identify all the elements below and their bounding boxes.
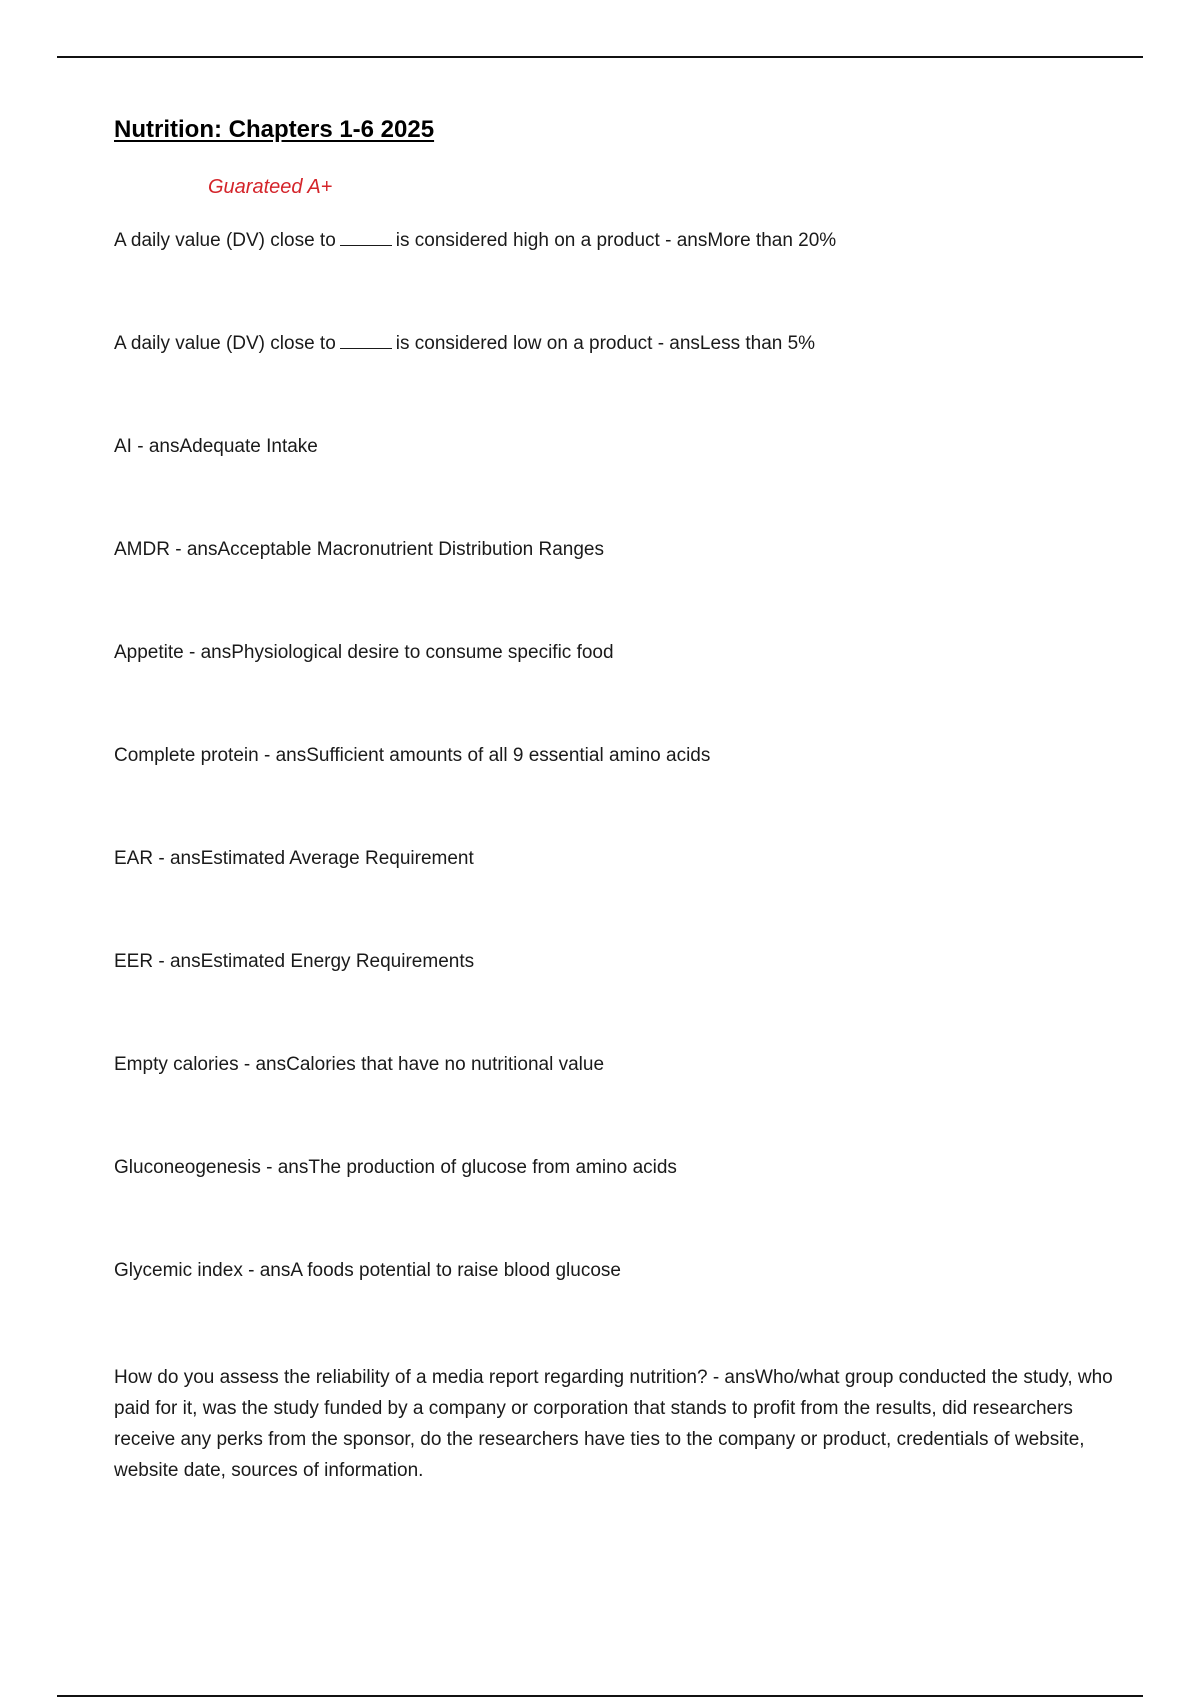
entry-text-before-blank: A daily value (DV) close to xyxy=(114,230,336,251)
flashcard-entry: How do you assess the reliability of a media report regarding nutrition? - ansWho/what group conducted the study, who paid for it, was the study funded by a company or corporation that stands to profit from the results, did researchers receive any perks from the sponsor, do the researchers have ties to the company or product, credentials of website, website date, sources of information. xyxy=(114,1367,1113,1481)
footer-rule xyxy=(57,1695,1143,1697)
document-title: Nutrition: Chapters 1-6 2025 xyxy=(114,116,435,143)
document-subtitle: Guarateed A+ xyxy=(208,176,333,198)
flashcard-entry xyxy=(114,229,1114,261)
flashcard-entry: EAR - ansEstimated Average Requirement xyxy=(114,848,474,869)
fill-in-blank xyxy=(340,229,392,246)
fill-in-blank xyxy=(340,332,392,349)
flashcard-entry: Glycemic index - ansA foods potential to raise blood glucose xyxy=(114,1260,621,1281)
entry-text-after-blank: is considered high on a product - ansMore than 20% xyxy=(395,230,837,251)
flashcard-entry: AMDR - ansAcceptable Macronutrient Distribution Ranges xyxy=(114,539,604,560)
flashcard-entry: AI - ansAdequate Intake xyxy=(114,436,318,457)
flashcard-list xyxy=(114,229,1114,1557)
header-rule xyxy=(57,56,1143,58)
entry-text-before-blank: A daily value (DV) close to xyxy=(114,333,336,354)
flashcard-entry: Empty calories - ansCalories that have no nutritional value xyxy=(114,1054,605,1075)
flashcard-entry: Complete protein - ansSufficient amounts of all 9 essential amino acids xyxy=(114,745,711,766)
entry-text-after-blank: is considered low on a product - ansLess than 5% xyxy=(395,333,816,354)
flashcard-entry: EER - ansEstimated Energy Requirements xyxy=(114,951,475,972)
flashcard-entry: Gluconeogenesis - ansThe production of glucose from amino acids xyxy=(114,1157,677,1178)
flashcard-entry xyxy=(114,332,1114,364)
flashcard-entry: Appetite - ansPhysiological desire to consume specific food xyxy=(114,642,614,663)
